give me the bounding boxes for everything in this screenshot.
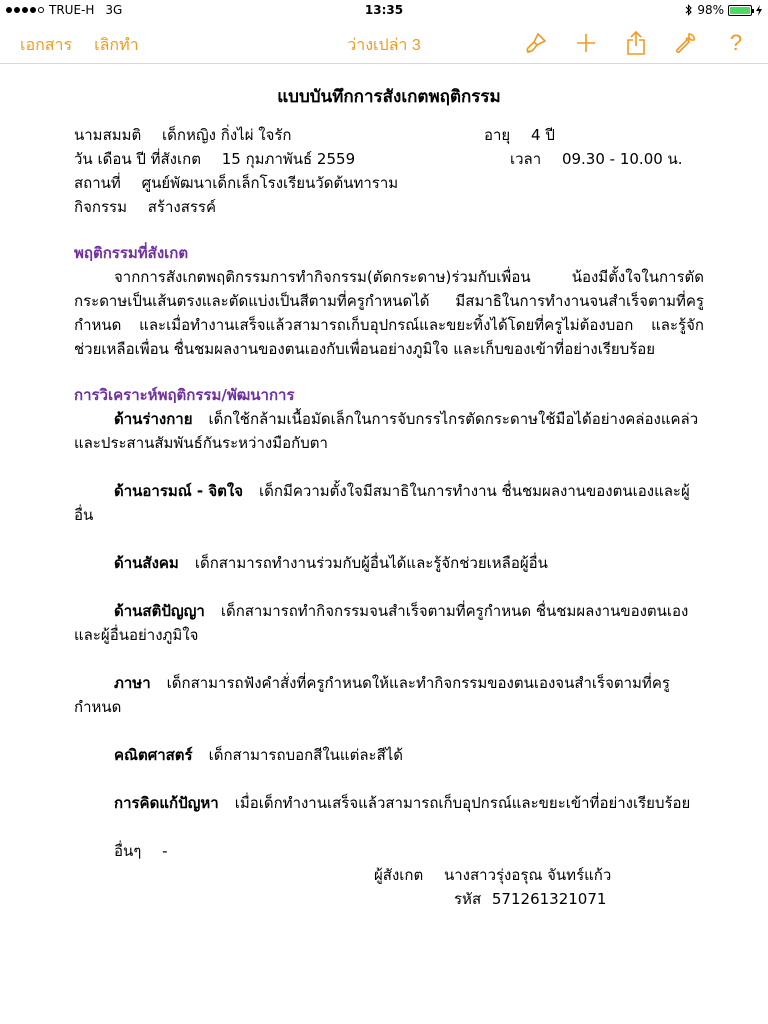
analysis-text: เด็กใช้กล้ามเนื้อมัดเล็กในการจับกรรไกรตัดกระดาษใช้มือได้อย่างคล่องแคล่วและประสานสัมพันธ์กันระหว่างมือกับตา xyxy=(74,410,699,452)
time-group xyxy=(510,147,683,171)
other-row xyxy=(74,839,704,863)
activity-label: กิจกรรม xyxy=(74,198,127,216)
battery-percent: 98% xyxy=(697,3,724,17)
analysis-label: ด้านอารมณ์ - จิตใจ xyxy=(114,482,244,500)
analysis-item-emotional xyxy=(74,479,704,527)
date-row xyxy=(74,147,704,171)
status-time: 13:35 xyxy=(364,3,404,17)
name-label: นามสมมติ xyxy=(74,126,142,144)
code-row xyxy=(454,887,606,911)
place-row xyxy=(74,171,704,195)
analysis-item-intellectual xyxy=(74,599,704,647)
age-group xyxy=(484,123,555,147)
status-bar xyxy=(0,0,768,22)
battery-icon xyxy=(728,5,752,16)
status-right xyxy=(685,3,762,17)
charging-icon xyxy=(756,5,762,16)
paintbrush-icon[interactable] xyxy=(518,28,554,58)
wrench-icon[interactable] xyxy=(668,28,704,58)
code-value: 571261321071 xyxy=(491,890,607,908)
analysis-text: เด็กสามารถทำงานร่วมกับผู้อื่นได้และรู้จักช่วยเหลือผู้อื่น xyxy=(194,554,548,572)
date-value: 15 กุมภาพันธ์ 2559 xyxy=(221,150,356,168)
network-type: 3G xyxy=(105,3,123,17)
analysis-label: ด้านสังคม xyxy=(114,554,179,572)
help-icon-glyph: ? xyxy=(729,30,743,55)
activity-value: สร้างสรรค์ xyxy=(147,198,217,216)
observer-name: นางสาวรุ่งอรุณ จันทร์แก้ว xyxy=(444,866,612,884)
signature-block xyxy=(74,863,704,915)
analysis-label: ด้านสติปัญญา xyxy=(114,602,205,620)
observed-heading: พฤติกรรมที่สังเกต xyxy=(74,244,189,262)
analysis-text: เด็กสามารถทำกิจกรรมจนสำเร็จตามที่ครูกำหนด ชื่นชมผลงานของตนเอง และผู้อื่นอย่างภูมิใจ xyxy=(74,602,689,644)
nav-bar xyxy=(0,22,768,64)
analysis-text: เด็กสามารถฟังคำสั่งที่ครูกำหนดให้และทำกิจกรรมของตนเองจนสำเร็จตามที่ครูกำหนด xyxy=(74,674,670,716)
code-label: รหัส xyxy=(454,890,482,908)
other-label: อื่นๆ xyxy=(114,842,142,860)
document-title-button[interactable]: ว่างเปล่า 3 xyxy=(347,37,421,54)
analysis-item-problem-solving xyxy=(74,791,704,815)
analysis-label: คณิตศาสตร์ xyxy=(114,746,193,764)
place-value: ศูนย์พัฒนาเด็กเล็กโรงเรียนวัดต้นทาราม xyxy=(141,174,399,192)
documents-button[interactable]: เอกสาร xyxy=(20,37,73,54)
observer-label: ผู้สังเกต xyxy=(374,866,424,884)
analysis-label: ภาษา xyxy=(114,674,151,692)
observer-row xyxy=(374,863,611,887)
place-label: สถานที่ xyxy=(74,174,121,192)
age-label: อายุ xyxy=(484,126,511,144)
document-body[interactable] xyxy=(74,85,704,915)
observed-paragraph: จากการสังเกตพฤติกรรมการทำกิจกรรม(ตัดกระดาษ)ร่วมกับเพื่อน น้องมีตั้งใจในการตัดกระดาษเป็นเส้นตรงและตัดแบ่งเป็นสีตามที่ครูกำหนดได้ มีสมาธิในการทำงานจนสำเร็จตามที่ครูกำหนด และเมื่อทำงานเสร็จแล้วสามารถเก็บอุปกรณ์และขยะทิ้งได้โดยที่ครูไม่ต้องบอก และรู้จักช่วยเหลือเพื่อน ชื่นชมผลงานของตนเองกับเพื่อนอย่างภูมิใจ และเก็บของเข้าที่อย่างเรียบร้อย xyxy=(74,268,704,358)
other-value: - xyxy=(162,842,168,860)
undo-button[interactable]: เลิกทำ xyxy=(94,37,139,54)
analysis-item-social xyxy=(74,551,704,575)
help-icon[interactable] xyxy=(718,28,754,58)
analysis-label: ด้านร่างกาย xyxy=(114,410,193,428)
time-value: 09.30 - 10.00 น. xyxy=(561,150,683,168)
time-label: เวลา xyxy=(510,150,542,168)
bluetooth-icon xyxy=(685,4,693,16)
analysis-text: เมื่อเด็กทำงานเสร็จแล้วสามารถเก็บอุปกรณ์และขยะเข้าที่อย่างเรียบร้อย xyxy=(234,794,691,812)
document-heading: แบบบันทึกการสังเกตพฤติกรรม xyxy=(277,87,501,107)
analysis-item-math xyxy=(74,743,704,767)
battery-fill xyxy=(730,7,750,14)
name-row xyxy=(74,123,704,147)
analysis-item-physical xyxy=(74,407,704,455)
analysis-text: เด็กสามารถบอกสีในแต่ละสีได้ xyxy=(208,746,404,764)
plus-icon[interactable] xyxy=(568,28,604,58)
analysis-heading: การวิเคราะห์พฤติกรรม/พัฒนาการ xyxy=(74,386,295,404)
activity-row xyxy=(74,195,704,219)
nav-right xyxy=(518,28,754,58)
analysis-item-language xyxy=(74,671,704,719)
analysis-label: การคิดแก้ปัญหา xyxy=(114,794,219,812)
age-value: 4 ปี xyxy=(531,126,555,144)
share-icon[interactable] xyxy=(618,28,654,58)
analysis-text: เด็กมีความตั้งใจมีสมาธิในการทำงาน ชื่นชมผลงานของตนเองและผู้อื่น xyxy=(74,482,690,524)
name-value: เด็กหญิง กิ่งไผ่ ใจรัก xyxy=(162,126,292,144)
date-label: วัน เดือน ปี ที่สังเกต xyxy=(74,150,201,168)
carrier-name: TRUE-H xyxy=(49,3,95,17)
nav-left xyxy=(20,33,139,58)
